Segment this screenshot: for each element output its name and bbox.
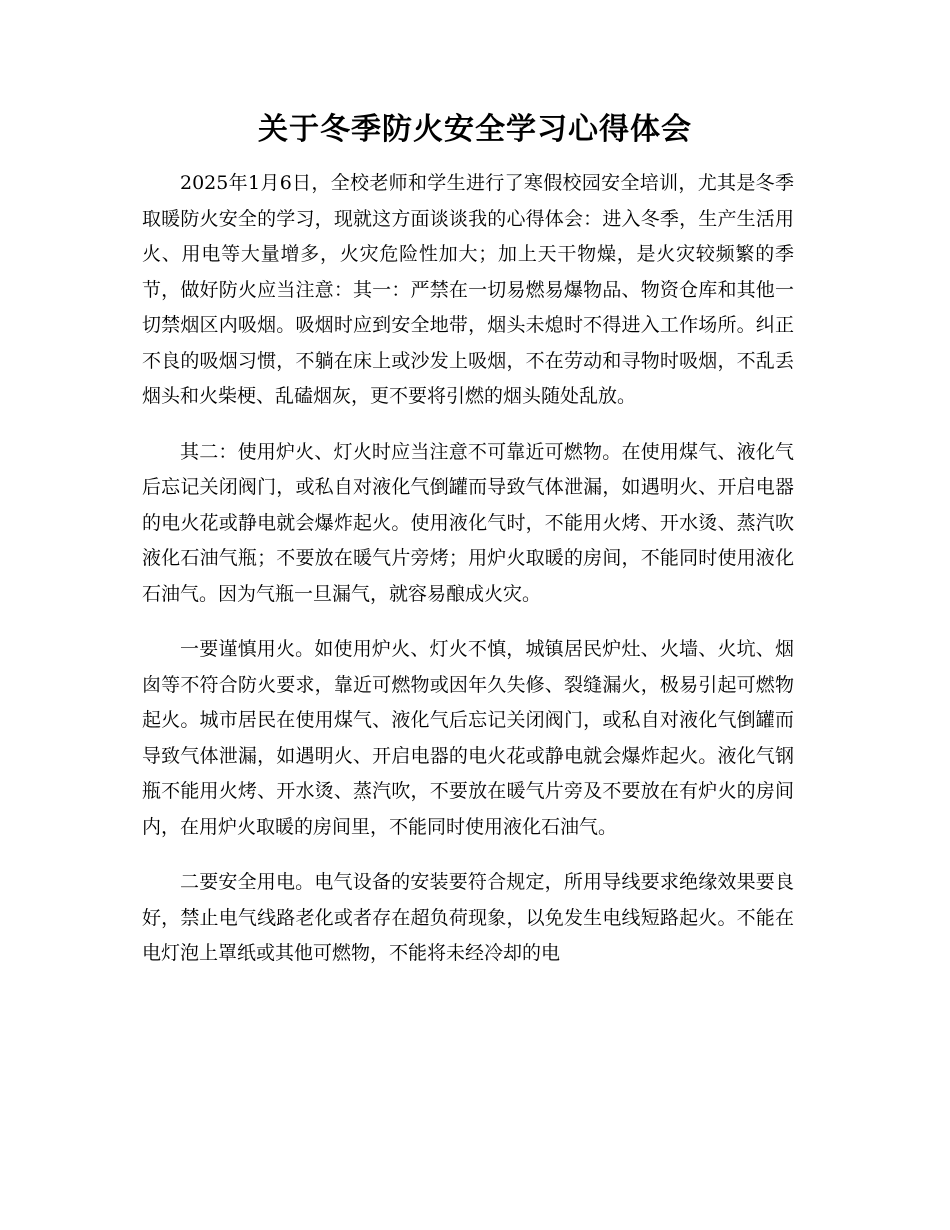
document-body	[142, 166, 794, 992]
paragraph-4: 二要安全用电。电气设备的安装要符合规定，所用导线要求绝缘效果要良好，禁止电气线路老化或者存在超负荷现象，以免发生电线短路起火。不能在电灯泡上罩纸或其他可燃物，不能将未经冷却的电	[142, 871, 794, 964]
document-title: 关于冬季防火安全学习心得体会	[258, 112, 692, 147]
paragraph-2: 其二：使用炉火、灯火时应当注意不可靠近可燃物。在使用煤气、液化气后忘记关闭阀门，或私自对液化气倒罐而导致气体泄漏，如遇明火、开启电器的电火花或静电就会爆炸起火。使用液化气时，不能用火烤、开水烫、蒸汽吹液化石油气瓶；不要放在暖气片旁烤；用炉火取暖的房间，不能同时使用液化石油气。因为气瓶一旦漏气，就容易酿成火灾。	[142, 440, 794, 605]
paragraph-1: 2025年1月6日，全校老师和学生进行了寒假校园安全培训，尤其是冬季取暖防火安全的学习，现就这方面谈谈我的心得体会：进入冬季，生产生活用火、用电等大量增多，火灾危险性加大；加上天干物燥，是火灾较频繁的季节，做好防火应当注意：其一：严禁在一切易燃易爆物品、物资仓库和其他一切禁烟区内吸烟。吸烟时应到安全地带，烟头未熄时不得进入工作场所。纠正不良的吸烟习惯，不躺在床上或沙发上吸烟，不在劳动和寻物时吸烟，不乱丢烟头和火柴梗、乱磕烟灰，更不要将引燃的烟头随处乱放。	[142, 172, 794, 407]
paragraph-3: 一要谨慎用火。如使用炉火、灯火不慎，城镇居民炉灶、火墙、火坑、烟囱等不符合防火要求，靠近可燃物或因年久失修、裂缝漏火，极易引起可燃物起火。城市居民在使用煤气、液化气后忘记关闭阀门，或私自对液化气倒罐而导致气体泄漏，如遇明火、开启电器的电火花或静电就会爆炸起火。液化气钢瓶不能用火烤、开水烫、蒸汽吹，不要放在暖气片旁及不要放在有炉火的房间内，在用炉火取暖的房间里，不能同时使用液化石油气。	[142, 638, 794, 838]
